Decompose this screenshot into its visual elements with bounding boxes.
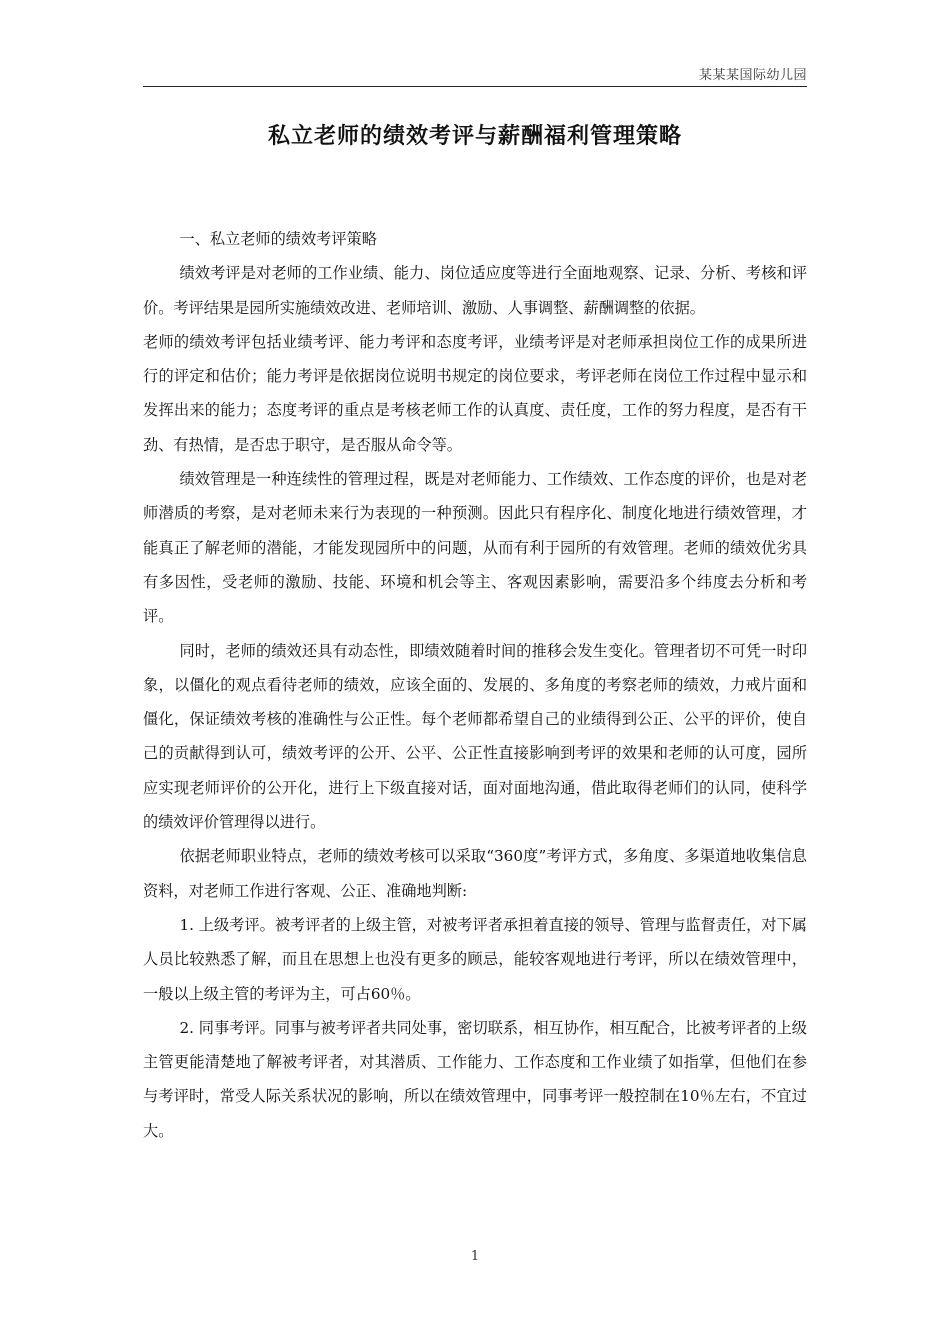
paragraph-3: 绩效管理是一种连续性的管理过程，既是对老师能力、工作绩效、工作态度的评价，也是对老师潜质的考察，是对老师未来行为表现的一种预测。因此只有程序化、制度化地进行绩效管理，才能真正了解老师的潜能，才能发现园所中的问题，从而有利于园所的有效管理。老师的绩效优劣具有多因性，受老师的激励、技能、环境和机会等主、客观因素影响，需要沿多个纬度去分析和考评。 bbox=[143, 470, 807, 626]
paragraph-5: 依据老师职业特点，老师的绩效考核可以采取“360度”考评方式，多角度、多渠道地收集信息资料，对老师工作进行客观、公正、准确地判断: bbox=[143, 847, 807, 900]
section-heading: 一、私立老师的绩效考评策略 bbox=[179, 230, 377, 248]
paragraph-4: 同时，老师的绩效还具有动态性，即绩效随着时间的推移会发生变化。管理者切不可凭一时印象，以僵化的观点看待老师的绩效，应该全面的、发展的、多角度的考察老师的绩效，力戒片面和僵化，保证绩效考核的准确性与公正性。每个老师都希望自己的业绩得到公正、公平的评价，使自己的贡献得到认可，绩效考评的公开、公平、公正性直接影响到考评的效果和老师的认可度，园所应实现老师评价的公开化，进行上下级直接对话，面对面地沟通，借此取得老师们的认同，使科学的绩效评价管理得以进行。 bbox=[143, 641, 807, 832]
paragraph-6: 1. 上级考评。被考评者的上级主管，对被考评者承担着直接的领导、管理与监督责任，对下属人员比较熟悉了解，而且在思想上也没有更多的顾忌，能较客观地进行考评，所以在绩效管理中，一般以上级主管的考评为主，可占60％。 bbox=[143, 915, 807, 1003]
paragraph-2: 老师的绩效考评包括业绩考评、能力考评和态度考评，业绩考评是对老师承担岗位工作的成果所进行的评定和估价；能力考评是依据岗位说明书规定的岗位要求，考评老师在岗位工作过程中显示和发挥出来的能力；态度考评的重点是考核老师工作的认真度、责任度，工作的努力程度，是否有干劲、有热情，是否忠于职守，是否服从命令等。 bbox=[143, 332, 807, 454]
document-title: 私立老师的绩效考评与薪酬福利管理策略 bbox=[267, 123, 682, 149]
header-divider bbox=[143, 86, 807, 87]
page-number: 1 bbox=[470, 1249, 480, 1264]
paragraph-1: 绩效考评是对老师的工作业绩、能力、岗位适应度等进行全面地观察、记录、分析、考核和评价。考评结果是园所实施绩效改进、老师培训、激励、人事调整、薪酬调整的依据。 bbox=[143, 264, 807, 317]
document-body bbox=[143, 222, 807, 1148]
paragraph-7: 2. 同事考评。同事与被考评者共同处事，密切联系，相互协作，相互配合，比被考评者的上级主管更能清楚地了解被考评者，对其潜质、工作能力、工作态度和工作业绩了如指掌，但他们在参与考评时，常受人际关系状况的影响，所以在绩效管理中，同事考评一般控制在10％左右，不宜过大。 bbox=[143, 1018, 807, 1140]
header-organization: 某某某国际幼儿园 bbox=[698, 68, 807, 83]
